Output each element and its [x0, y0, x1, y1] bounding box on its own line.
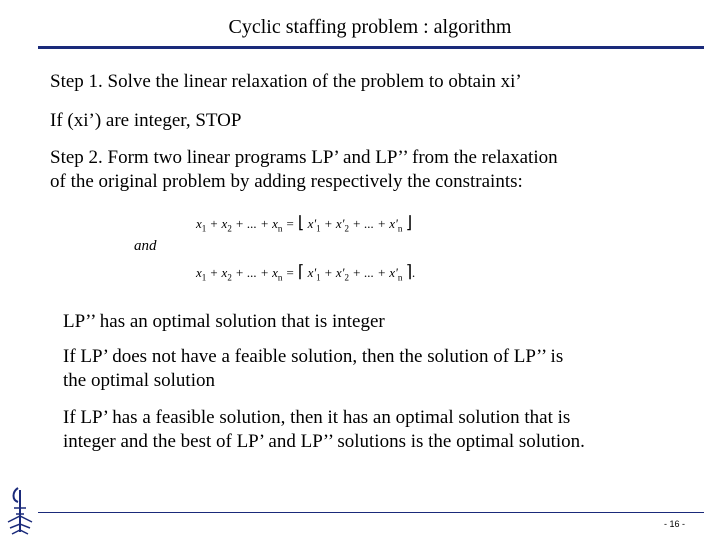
footer-divider — [38, 512, 704, 513]
result3-line1: If LP’ has a feasible solution, then it has an optimal solution that is — [63, 407, 571, 428]
institution-logo-icon — [4, 486, 38, 538]
result2-line1: If LP’ does not have a feaible solution, then the solution of LP’’ is — [63, 346, 564, 367]
floor-constraint-equation: $x_1 + x_2$ + ... + $x_n$ = ⌊ $x'_1 + x'_2$ + ... + $x'_n$ ⌋ — [196, 213, 413, 234]
step2-line2: of the original problem by adding respectively the constraints: — [50, 171, 523, 192]
if-integer-text: If (xi’) are integer, STOP — [50, 110, 242, 131]
title-divider — [38, 46, 704, 49]
result3-line2: integer and the best of LP’ and LP’’ solutions is the optimal solution. — [63, 431, 585, 452]
ceiling-constraint-equation: $x_1 + x_2$ + ... + $x_n$ = ⌈ $x'_1 + x'_2$ + ... + $x'_n$ ⌉. — [196, 262, 416, 283]
page-number: - 16 - — [664, 519, 686, 529]
result2-line2: the optimal solution — [63, 370, 215, 391]
step2-line1: Step 2. Form two linear programs LP’ and LP’’ from the relaxation — [50, 147, 558, 168]
step1-text: Step 1. Solve the linear relaxation of the problem to obtain xi’ — [50, 71, 522, 92]
result1-text: LP’’ has an optimal solution that is integer — [63, 311, 385, 332]
slide-title: Cyclic staffing problem : algorithm — [228, 16, 512, 38]
and-connector: and — [134, 238, 157, 254]
